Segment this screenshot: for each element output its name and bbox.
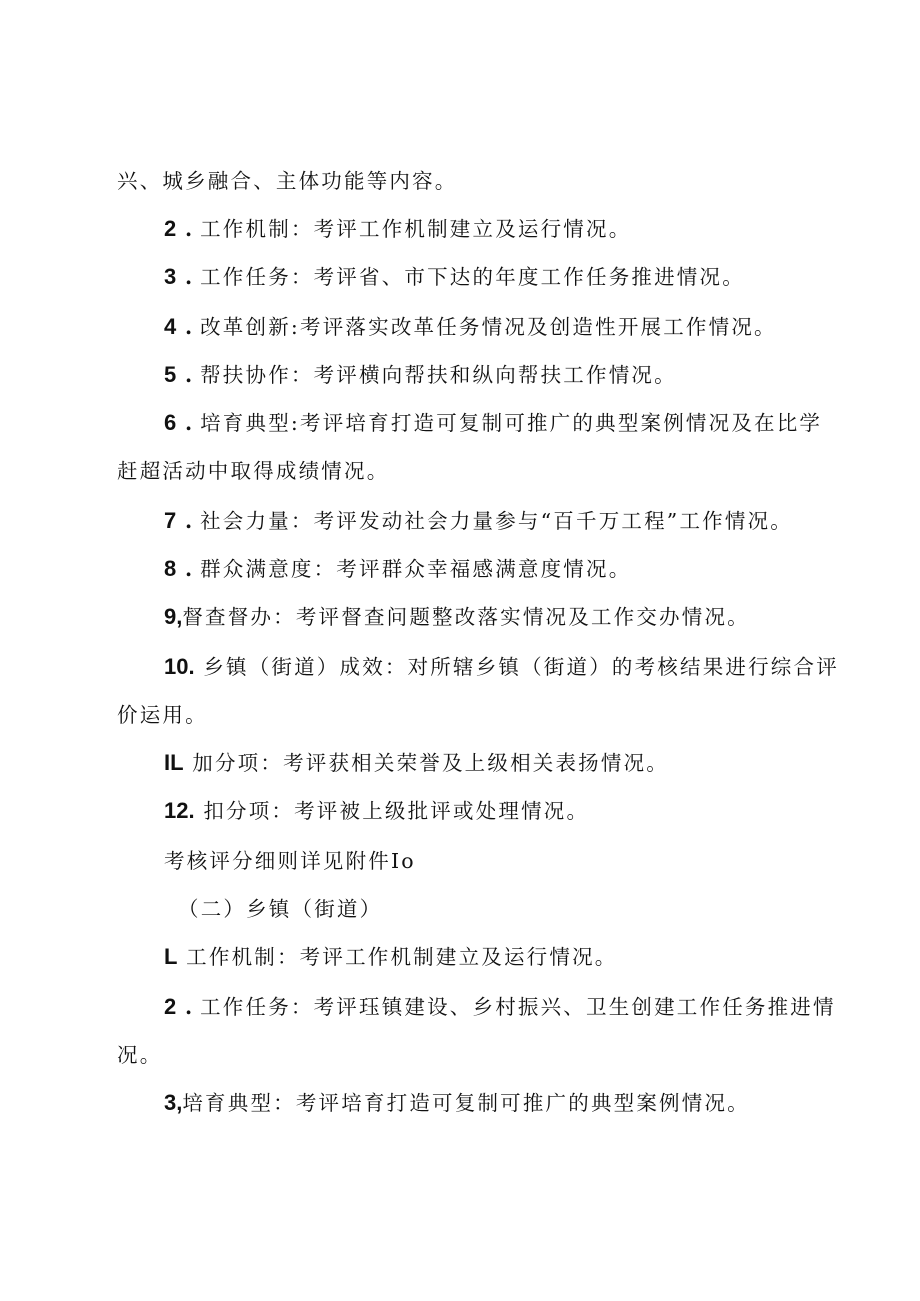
item-text: 工作机制：考评工作机制建立及运行情况。 — [186, 945, 618, 969]
line-text: 价运用。 — [117, 703, 208, 727]
item-number: 8 — [164, 556, 177, 581]
item-number: 9, — [164, 604, 183, 629]
item-separator: . — [184, 315, 193, 339]
paragraph-line — [117, 702, 208, 728]
paragraph-line — [117, 1042, 162, 1068]
item-separator: . — [184, 217, 193, 241]
item-separator: . — [184, 995, 193, 1019]
list-item — [164, 264, 745, 290]
list-item — [164, 362, 677, 388]
item-number: L — [164, 944, 178, 969]
list-item — [164, 556, 631, 582]
item-number: 2 — [164, 994, 177, 1019]
paragraph-line — [117, 168, 458, 194]
item-text: 加分项：考评获相关荣誉及上级相关表扬情况。 — [192, 751, 669, 775]
item-separator: . — [184, 363, 193, 387]
item-text: 群众满意度：考评群众幸福感满意度情况。 — [200, 557, 632, 581]
line-text: 况。 — [117, 1043, 163, 1067]
item-number: 7 — [164, 508, 177, 533]
heading-text: （二）乡镇（街道） — [178, 897, 383, 921]
item-text: 工作任务：考评珏镇建设、乡村振兴、卫生创建工作任务推进情 — [200, 995, 836, 1019]
item-separator: . — [184, 509, 193, 533]
list-item — [164, 654, 839, 680]
list-item — [164, 994, 836, 1020]
item-separator: . — [184, 557, 193, 581]
section-heading — [178, 896, 382, 922]
list-item — [164, 944, 617, 970]
item-text: 培育典型:考评培育打造可复制可推广的典型案例情况及在比学 — [200, 411, 823, 435]
list-item — [164, 798, 589, 824]
item-number: 4 — [164, 314, 177, 339]
item-number: 6 — [164, 410, 177, 435]
item-separator: . — [184, 265, 193, 289]
list-item — [164, 410, 822, 436]
list-item — [164, 314, 777, 340]
item-number: 5 — [164, 362, 177, 387]
list-item — [164, 750, 669, 776]
item-text: 工作任务：考评省、市下达的年度工作任务推进情况。 — [200, 265, 745, 289]
item-text: 扣分项：考评被上级批评或处理情况。 — [203, 799, 590, 823]
line-text: 考核评分细则详见附件Io — [164, 849, 416, 873]
list-item — [164, 1090, 750, 1116]
paragraph-line — [117, 458, 389, 484]
item-text: 帮扶协作：考评横向帮扶和纵向帮扶工作情况。 — [200, 363, 677, 387]
list-item — [164, 216, 631, 242]
item-text: 工作机制：考评工作机制建立及运行情况。 — [200, 217, 632, 241]
item-number: 10. — [164, 654, 195, 679]
item-text: 社会力量：考评发动社会力量参与“百千万工程”工作情况。 — [200, 509, 793, 533]
paragraph-line — [164, 848, 416, 874]
item-number: IL — [164, 750, 184, 775]
list-item — [164, 508, 793, 534]
item-text: 督查督办：考评督查问题整改落实情况及工作交办情况。 — [182, 605, 750, 629]
item-text: 乡镇（街道）成效：对所辖乡镇（街道）的考核结果进行综合评 — [203, 655, 839, 679]
item-number: 3 — [164, 264, 177, 289]
line-text: 兴、城乡融合、主体功能等内容。 — [117, 169, 458, 193]
item-text: 改革创新:考评落实改革任务情况及创造性开展工作情况。 — [200, 315, 777, 339]
item-text: 培育典型：考评培育打造可复制可推广的典型案例情况。 — [182, 1091, 750, 1115]
list-item — [164, 604, 750, 630]
item-number: 12. — [164, 798, 195, 823]
item-separator: . — [184, 411, 193, 435]
line-text: 赶超活动中取得成绩情况。 — [117, 459, 390, 483]
item-number: 2 — [164, 216, 177, 241]
item-number: 3, — [164, 1090, 183, 1115]
